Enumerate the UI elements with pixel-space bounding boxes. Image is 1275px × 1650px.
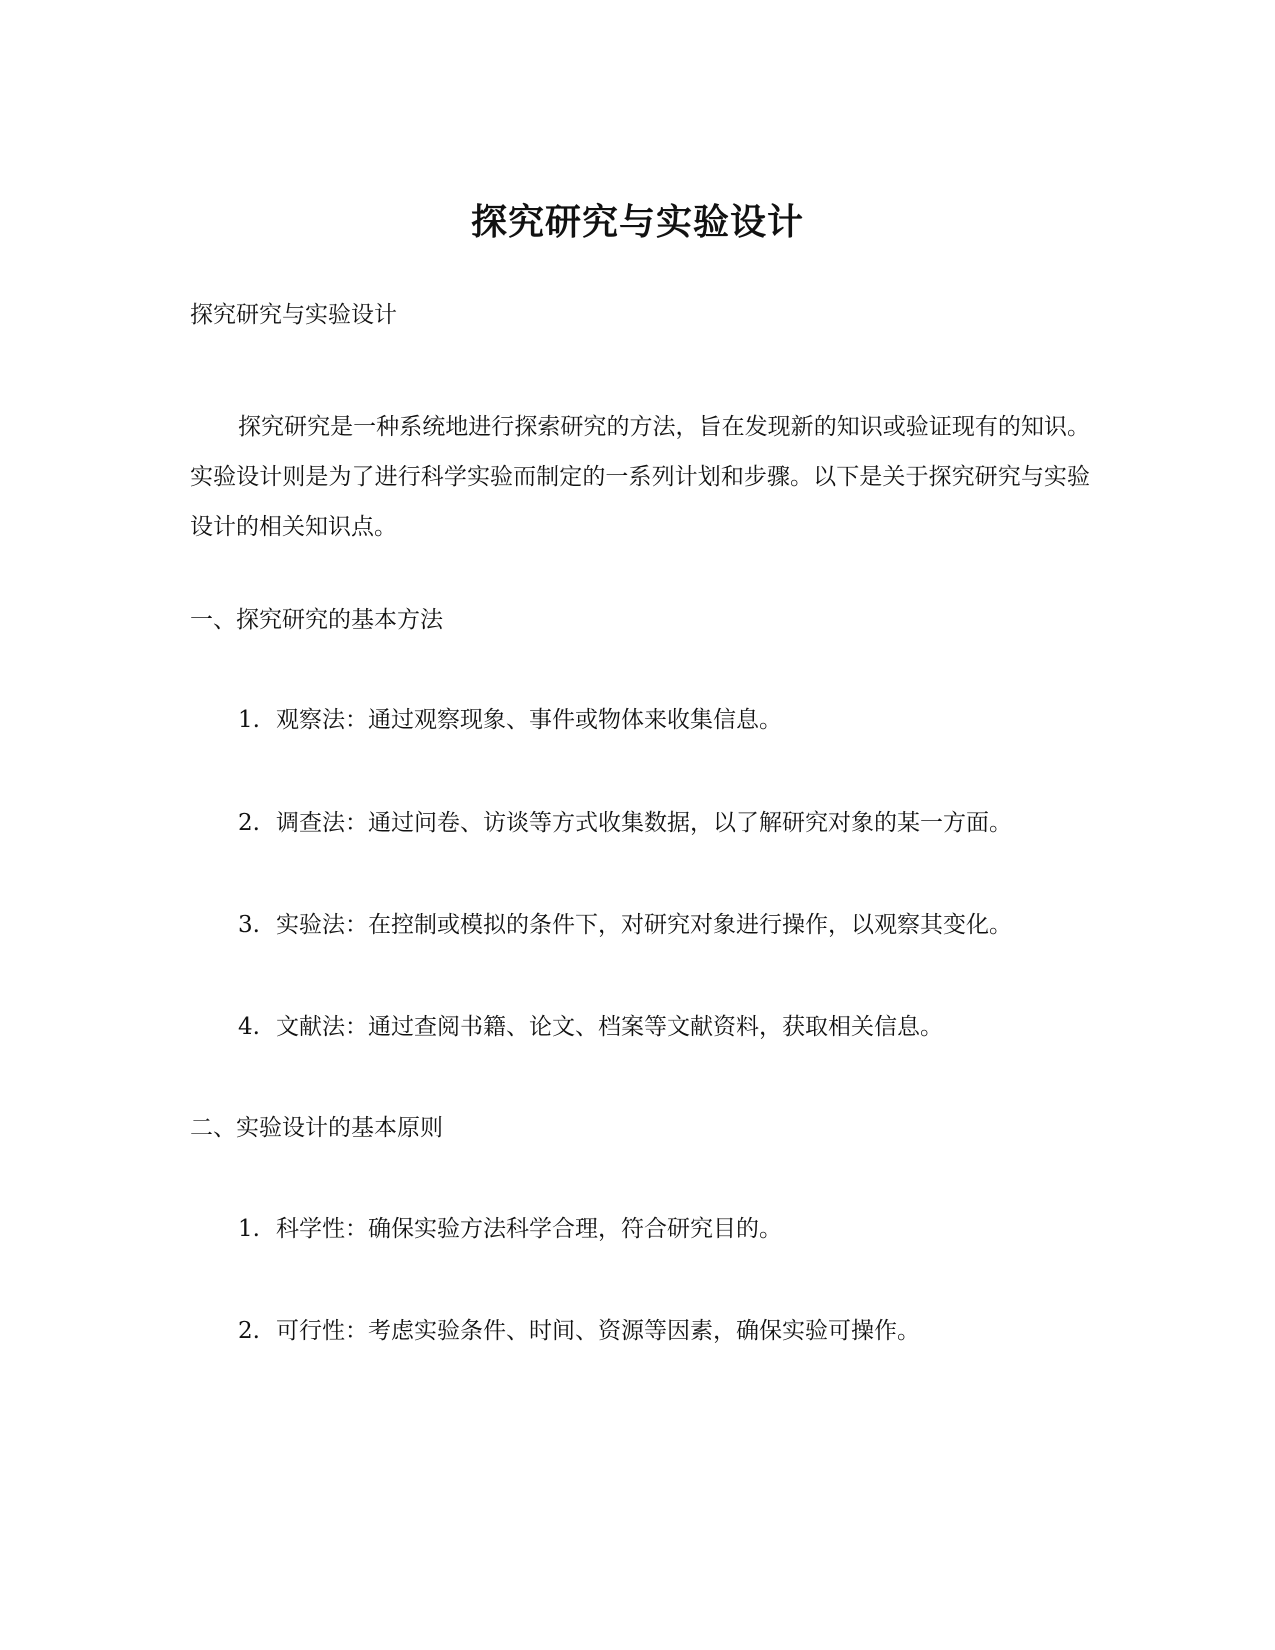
list-item bbox=[238, 908, 1012, 942]
list-item bbox=[238, 806, 1012, 840]
list-item bbox=[238, 703, 782, 737]
list-item bbox=[238, 1314, 920, 1348]
list-item-text: 实验法：在控制或模拟的条件下，对研究对象进行操作，以观察其变化。 bbox=[276, 912, 1012, 938]
list-item-number: 4. bbox=[238, 1014, 260, 1040]
list-item-number: 3. bbox=[238, 912, 260, 938]
list-item bbox=[238, 1010, 943, 1044]
intro-paragraph: 探究研究是一种系统地进行探索研究的方法，旨在发现新的知识或验证现有的知识。实验设计则是为了进行科学实验而制定的一系列计划和步骤。以下是关于探究研究与实验设计的相关知识点。 bbox=[190, 414, 1090, 540]
document-title: 探究研究与实验设计 bbox=[470, 201, 804, 243]
list-item-text: 可行性：考虑实验条件、时间、资源等因素，确保实验可操作。 bbox=[276, 1318, 920, 1344]
section-heading-methods: 一、探究研究的基本方法 bbox=[190, 607, 443, 633]
document-subtitle: 探究研究与实验设计 bbox=[190, 302, 397, 328]
list-item bbox=[238, 1212, 782, 1246]
list-item-text: 观察法：通过观察现象、事件或物体来收集信息。 bbox=[276, 707, 782, 733]
list-item-text: 调查法：通过问卷、访谈等方式收集数据，以了解研究对象的某一方面。 bbox=[276, 810, 1012, 836]
list-item-text: 科学性：确保实验方法科学合理，符合研究目的。 bbox=[276, 1216, 782, 1242]
list-item-text: 文献法：通过查阅书籍、论文、档案等文献资料，获取相关信息。 bbox=[276, 1014, 943, 1040]
list-item-number: 2. bbox=[238, 810, 260, 836]
section-heading-principles: 二、实验设计的基本原则 bbox=[190, 1115, 443, 1141]
list-item-number: 1. bbox=[238, 1216, 260, 1242]
list-item-number: 2. bbox=[238, 1318, 260, 1344]
list-item-number: 1. bbox=[238, 707, 260, 733]
